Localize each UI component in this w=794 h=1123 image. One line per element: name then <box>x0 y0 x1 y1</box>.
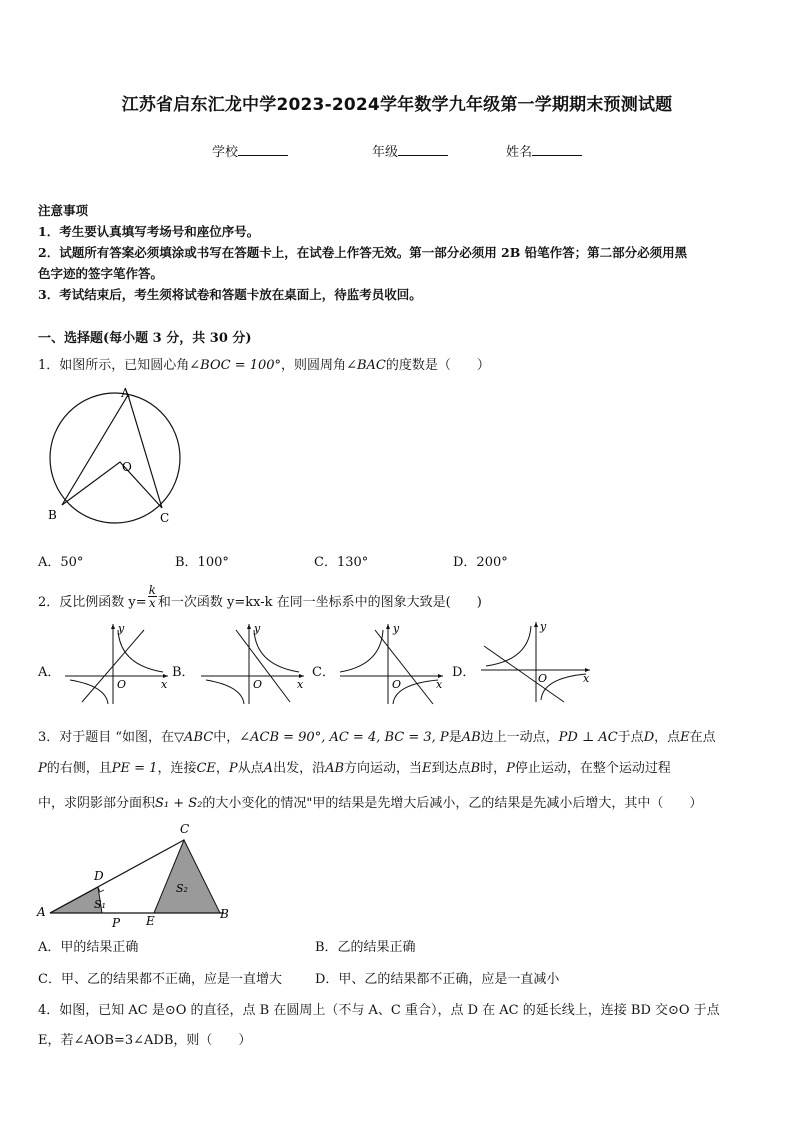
name-field <box>506 141 582 160</box>
q2-graph-c[interactable] <box>335 620 447 708</box>
q3-text: 中，求阴影部分面积 <box>38 796 156 811</box>
q2-frac-den: x <box>148 596 156 610</box>
notice-item: 2．试题所有答案必须填涂或书写在答题卡上，在试卷上作答无效。第一部分必须用 2B 铅笔作答；第二部分必须用黑 <box>38 245 688 260</box>
q1-mid: ，则圆周角 <box>281 358 347 373</box>
question-3-line-3 <box>38 794 758 814</box>
q3-label-d: D <box>94 869 104 883</box>
question-2-text <box>38 584 758 614</box>
grade-field <box>372 141 448 160</box>
q3-label-c: C <box>180 822 190 836</box>
q3-math: CE <box>196 761 216 776</box>
q2-graph-a[interactable] <box>60 620 172 708</box>
q3-text: ， <box>215 761 229 776</box>
question-4-line-2: E，若∠AOB=3∠ADB，则（ ） <box>38 1033 252 1048</box>
q1-circle-figure <box>38 385 198 535</box>
q3-math: P <box>38 761 47 776</box>
q1-label-o: O <box>122 460 132 474</box>
q3-text: 时， <box>480 761 507 776</box>
q3-math: ▽ABC <box>174 730 214 745</box>
q3-math: AB <box>325 761 345 776</box>
q2-option-b-label[interactable]: B． <box>172 665 195 680</box>
q3-math: E <box>680 730 690 745</box>
q3-math: E <box>422 761 432 776</box>
q3-label-b: B <box>220 907 229 921</box>
q1-option-c[interactable]: C．130° <box>314 555 369 570</box>
q3-text: 于点 <box>617 730 644 745</box>
school-label: 学校 <box>212 145 239 160</box>
notice-item: 1．考生要认真填写考场号和座位序号。 <box>38 224 260 239</box>
notice-item: 3．考试结束后，考生须将试卷和答题卡放在桌面上，待监考员收回。 <box>38 287 422 302</box>
q2-option-c-label[interactable]: C． <box>312 665 335 680</box>
q3-math: P <box>228 761 238 776</box>
q1-central-angle <box>62 462 162 508</box>
q3-text: ，连接 <box>157 761 197 776</box>
notice-heading: 注意事项 <box>38 203 89 218</box>
q1-label-b: B <box>48 508 57 522</box>
q2b-origin: O <box>253 678 263 691</box>
q3-text: 中， <box>213 730 240 745</box>
q3-text: 到达点 <box>431 761 471 776</box>
q3-option-b[interactable]: B．乙的结果正确 <box>315 940 416 955</box>
q2-suffix: 和一次函数 y=kx-k 在同一坐标系中的图象大致是( ) <box>157 595 482 610</box>
q3-math: PD ⊥ AC <box>558 730 618 745</box>
q3-text: 方向运动，当 <box>344 761 423 776</box>
q2d-x-label: x <box>583 672 590 685</box>
q2c-y-label: y <box>393 622 400 635</box>
question-3-line-1 <box>38 728 758 748</box>
school-field <box>212 141 288 160</box>
q2d-origin: O <box>538 672 548 685</box>
q3-option-d[interactable]: D．甲、乙的结果都不正确，应是一直减小 <box>315 972 560 987</box>
q3-triangle-figure <box>34 820 234 928</box>
q2c-x-label: x <box>436 678 443 691</box>
q3-text: 从点 <box>237 761 264 776</box>
q2-frac-num: k <box>148 583 156 597</box>
q3-label-s2: S₂ <box>176 882 188 895</box>
q2a-origin: O <box>117 678 127 691</box>
q3-text: 3．对于题目 “如图，在 <box>38 730 175 745</box>
notice-block <box>38 200 758 305</box>
q1-label-a: A <box>121 386 130 400</box>
name-blank[interactable] <box>532 143 582 156</box>
q3-text: 的大小变化的情况"甲的结果是先增大后减小，乙的结果是先减小后增大，其中（ ） <box>202 796 703 811</box>
name-label: 姓名 <box>506 145 533 160</box>
q2-option-a-label[interactable]: A． <box>38 665 61 680</box>
q2d-y-label: y <box>540 620 547 633</box>
q3-label-p: P <box>112 916 121 928</box>
q2-graph-b[interactable] <box>196 620 308 708</box>
q3-text: 出发，沿 <box>273 761 326 776</box>
q3-label-e: E <box>146 914 155 928</box>
q3-label-a: A <box>37 905 46 919</box>
q1-option-a[interactable]: A．50° <box>38 555 84 570</box>
q1-angle-boc: ∠BOC = 100° <box>189 358 282 373</box>
q3-math: B <box>470 761 481 776</box>
q1-label-c: C <box>160 511 170 525</box>
q3-option-c[interactable]: C．甲、乙的结果都不正确，应是一直增大 <box>38 972 282 987</box>
question-3-line-2 <box>38 759 758 779</box>
q3-text: 的右侧，且 <box>46 761 112 776</box>
q2b-x-label: x <box>297 678 304 691</box>
q3-math: A <box>263 761 274 776</box>
q1-angle-bac: ∠BAC <box>346 358 386 373</box>
q3-math: PE = 1 <box>111 761 158 776</box>
q1-suffix: 的度数是（ ） <box>385 358 490 373</box>
q3-text: 在点 <box>689 730 716 745</box>
q2c-origin: O <box>392 678 402 691</box>
question-4-line-1: 4．如图，已知 AC 是⊙O 的直径，点 B 在圆周上（不与 A、C 重合），点 D 在 AC 的延长线上，连接 BD 交⊙O 于点 <box>38 1003 720 1018</box>
q3-math: AB <box>461 730 481 745</box>
grade-blank[interactable] <box>398 143 448 156</box>
q2b-y-label: y <box>254 622 261 635</box>
section-heading: 一、选择题(每小题 3 分，共 30 分) <box>38 331 252 346</box>
page-title: 江苏省启东汇龙中学2023-2024学年数学九年级第一学期期末预测试题 <box>121 95 673 115</box>
q1-prefix: 1．如图所示，已知圆心角 <box>38 358 190 373</box>
q2-fraction <box>148 584 157 609</box>
question-1-text <box>38 354 758 373</box>
q1-option-b[interactable]: B．100° <box>175 555 229 570</box>
q3-text: 是 <box>448 730 462 745</box>
grade-label: 年级 <box>372 145 399 160</box>
q2-prefix: 2．反比例函数 y= <box>38 595 147 610</box>
q1-option-d[interactable]: D．200° <box>453 555 508 570</box>
q3-math: ∠ACB = 90°, AC = 4, BC = 3, P <box>239 730 449 745</box>
q3-text: 停止运动，在整个运动过程 <box>514 761 671 776</box>
q3-option-a[interactable]: A．甲的结果正确 <box>38 940 139 955</box>
q2a-y-label: y <box>118 622 125 635</box>
q3-math: P <box>506 761 515 776</box>
q3-math: D <box>643 730 655 745</box>
q2-graph-d[interactable] <box>476 618 594 706</box>
q3-label-s1: S₁ <box>94 898 106 911</box>
school-blank[interactable] <box>238 143 288 156</box>
q3-text: ，点 <box>654 730 681 745</box>
q3-text: 边上一动点， <box>480 730 559 745</box>
notice-item: 色字迹的签字笔作答。 <box>38 266 164 281</box>
q3-math: S₁ + S₂ <box>155 796 203 811</box>
q2-option-d-label[interactable]: D． <box>452 665 476 680</box>
q2a-x-label: x <box>161 678 168 691</box>
